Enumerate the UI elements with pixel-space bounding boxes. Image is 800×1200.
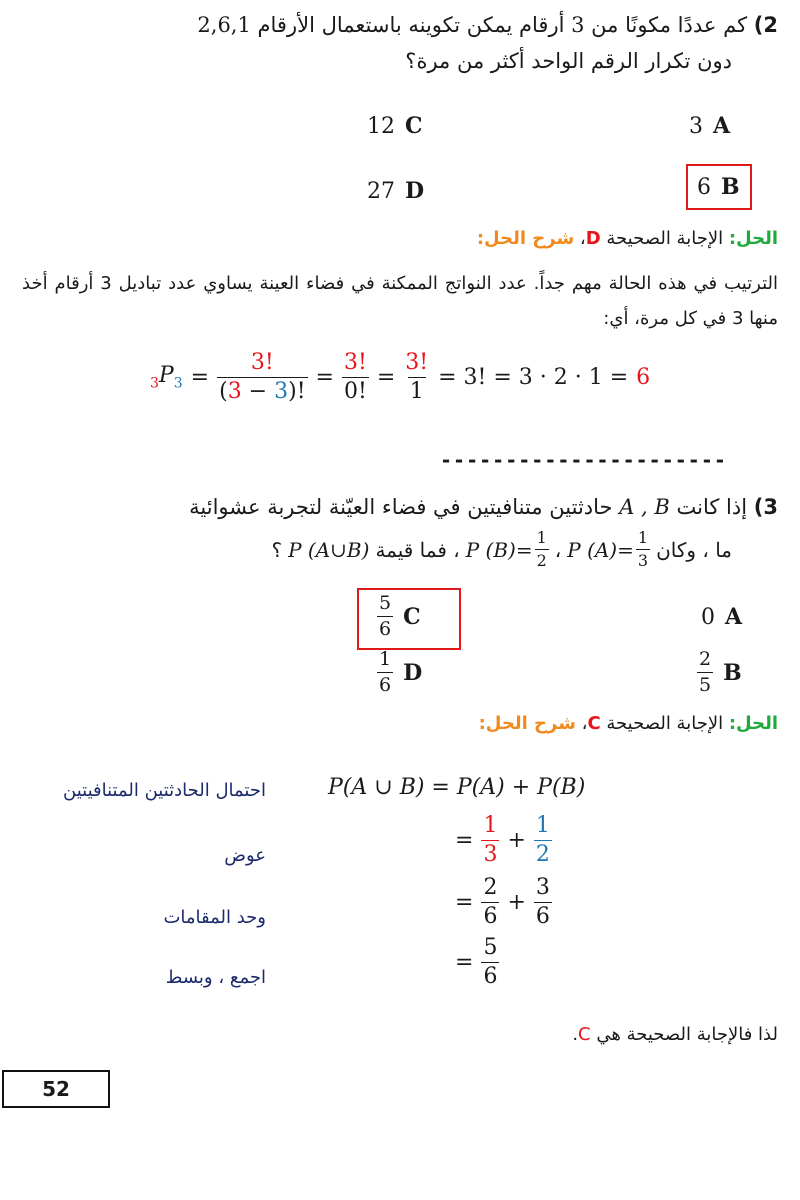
q2-text-line2: دون تكرار الرقم الواحد أكثر من مرة؟ [405,49,732,73]
q3-pB: P (B)= $\frac{1}{2}$ [465,528,547,570]
q2-option-a[interactable]: 3 A [689,113,731,139]
step2-label: عوض [224,845,266,866]
step4-label: اجمع ، وبسط [165,967,266,988]
q2-option-d[interactable]: 27 D [367,178,425,204]
sol2-head-text: الإجابة الصحيحة [606,228,724,249]
q3-option-a[interactable]: 0 A [701,604,743,630]
sol3-heading: الحل: الإجابة الصحيحة C، شرح الحل: [478,713,778,734]
sol2-body: الترتيب في هذه الحالة مهم جداً. عدد النواتج الممكنة في فضاء العينة يساوي عدد تباديل 3 أرقام أخذ منها 3 في كل مرة، أي: [22,273,778,329]
perm-fraction-1: $\frac{3!}{(3 - 3)!}$ [219,350,306,404]
q2-line2 [405,44,732,78]
sol3-explain-label: شرح الحل: [478,713,576,734]
q3-pAuB: P (A∪B) [288,537,370,562]
q3-option-c[interactable]: $\frac{5}{6}$ C [379,592,421,640]
sol2-explain-label: شرح الحل: [476,228,575,249]
step1-label: احتمال الحادثتين المتنافيتين [63,780,266,801]
q3-line2: ما ، وكان P (A)= $\frac{1}{3}$ ، P (B)= $\frac{1}{2}$ ، فما قيمة P (A∪B) ؟ [271,528,732,570]
q2-option-c[interactable]: 12 C [367,113,423,139]
q3-pA: P (A)= $\frac{1}{3}$ [567,528,649,570]
q2-number: 2) [753,13,778,37]
sol3-head-text: الإجابة الصحيحة [606,713,724,734]
q3-option-d[interactable]: $\frac{1}{6}$ D [379,648,423,696]
sol3-label: الحل: [728,713,778,734]
perm-fraction-3: $\frac{3!}{1}$ [405,350,429,404]
q2-text-line1: كم عددًا مكونًا من 3 أرقام يمكن تكوينه باستعمال الأرقام 2,6,1 [197,13,748,37]
sol2-answer: D [585,228,601,249]
step3-expr: = $\frac{2}{6}$ + $\frac{3}{6}$ [455,875,550,929]
sol2-label: الحل: [728,228,778,249]
step2-expr: = $\frac{1}{3}$ + $\frac{1}{2}$ [455,813,550,867]
perm-result: 6 [636,365,651,390]
permutation-formula: $_3P_3$ = $\frac{3!}{(3 - 3)!}$ = $\frac{3!}{0!}$ = $\frac{3!}{1}$ = 3! = 3 · 2 · 1 = 6 [150,350,651,404]
sol3-conclusion: لذا فالإجابة الصحيحة هي C. [572,1024,778,1045]
q3-option-b[interactable]: $\frac{2}{5}$ B [699,648,742,696]
perm-symbol: $_3P_3$ [150,363,183,392]
q3-line1: 3) إذا كانت A , B حادثتين متنافيتين في فضاء العيّنة لتجربة عشوائية [189,495,778,519]
section-divider: ---------------------- [440,448,727,472]
page-number: 52 [42,1077,70,1101]
q2-option-b[interactable]: 6 B [697,174,740,200]
conclusion-answer: C [578,1024,591,1045]
page-number-box [2,1070,110,1108]
step1-expr: P(A ∪ B) = P(A) + P(B) [328,775,586,800]
perm-tail: = 3! = 3 · 2 · 1 = [438,365,629,390]
step4-expr: = $\frac{5}{6}$ [455,935,498,989]
perm-fraction-2: $\frac{3!}{0!}$ [343,350,367,404]
sol3-answer: C [587,713,601,734]
q2-line1 [197,8,778,42]
step3-label: وحد المقامات [163,907,266,928]
q3-events: A , B [619,495,670,519]
q3-number: 3) [753,495,778,519]
sol2-heading: الحل: الإجابة الصحيحة D، شرح الحل: [476,228,778,249]
